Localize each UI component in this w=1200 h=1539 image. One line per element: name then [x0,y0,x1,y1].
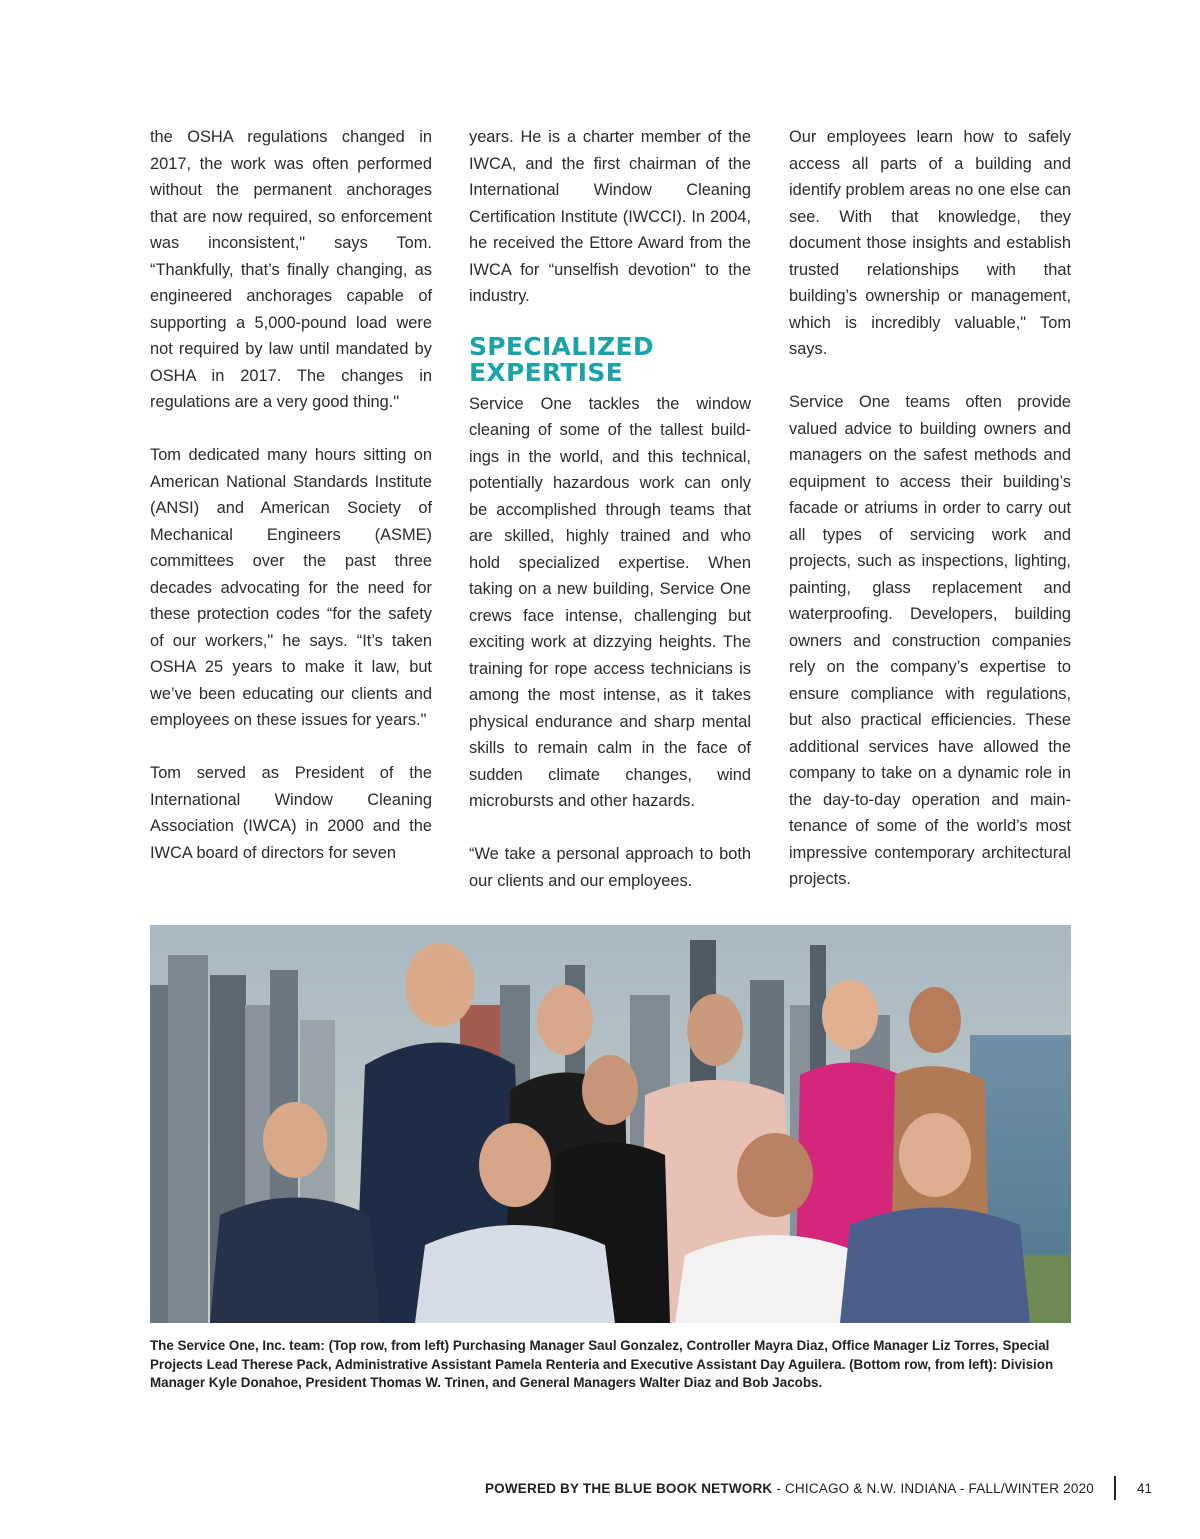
section-heading [469,331,751,387]
paragraph: years. He is a charter member of the IWCA, and the first chairman of the International Window Cleaning Certification Institute (IWCCI). In 2004, he received the Ettore Award from the IWCA for “unselfish devotion" to the industry. [469,128,751,305]
photo-caption: The Service One, Inc. team: (Top row, from left) Purchasing Manager Saul Gonzalez, Controller Mayra Diaz, Office Manager Liz Torres, Special Projects Lead Therese Pack, Administrative Assistant Pamela Renteria and Executive Assistant Day Aguilera. (Bottom row, from left): Division Manager Kyle Donahoe, President Thomas W. Trinen, and General Managers Walter Diaz and Bob Jacobs. [150,1338,1054,1390]
paragraph: Service One tackles the window cleaning of some of the tallest buildings in the world, and this technical, potentially hazardous work can only be accomplished through teams that are skilled, highly trained and who hold specialized expertise. When taking on a new building, Service One crews face intense, challenging but exciting work at dizzying heights. The training for rope access technicians is among the most intense, as it takes physical endurance and sharp mental skills to remain calm in the face of sudden climate changes, wind microbursts and other hazards. [469,394,751,810]
heading-line: SPECIALIZED [469,331,654,361]
footer-edition: - CHICAGO & N.W. INDIANA - FALL/WINTER 2020 [772,1481,1094,1496]
paragraph: “We take a personal approach to both our clients and our employees. [469,845,751,890]
paragraph: Tom dedicated many hours sitting on American National Standards Institute (ANSI) and American Society of Mechanical Engineers (ASME) committees over the past three decades advocating for the need for these protection codes “for the safety of our workers," he says. “It’s taken OSHA 25 years to make it law, but we’ve been educating our clients and employees on these issues for years." [150,446,432,729]
footer-network: POWERED BY THE BLUE BOOK NETWORK [484,1481,773,1496]
footer-divider [1114,1476,1116,1500]
paragraph: Our employees learn how to safely access all parts of a building and identify problem areas no one else can see. With that knowledge, they document those insights and establish trusted relationships with that building’s ownership or management, which is incredibly valuable," Tom says. [789,128,1071,358]
paragraph: Tom served as President of the International Window Cleaning Association (IWCA) in 2000 and the IWCA board of directors for seven [150,764,432,862]
page-footer [485,1478,1094,1500]
team-photo [150,925,1071,1323]
paragraph: Service One teams often provide valued advice to building owners and managers on the safest methods and equipment to access their building’s facade or atriums in order to carry out all types of servicing work and projects, such as inspections, lighting, painting, glass replacement and waterproofing. Developers, building owners and construction companies rely on the company’s expertise to ensure compliance with regulations, but also practical efficiencies. These additional services have allowed the company to take on a dynamic role in the day-to-day operation and maintenance of some of the world’s most impressive contemporary architectural projects. [789,393,1071,888]
article-column-2 [469,124,751,894]
article-column-1 [150,124,432,866]
page-number: 41 [1137,1481,1153,1496]
heading-line: EXPERTISE [469,357,624,387]
paragraph: the OSHA regulations changed in 2017, the work was often performed without the permanent anchorages that are now required, so enforcement was inconsistent," says Tom. “Thankfully, that’s finally changing, as engineered anchorages capable of supporting a 5,000-pound load were not required by law until mandated by OSHA in 2017. The changes in regulations are a very good thing." [150,128,432,411]
article-column-3 [789,124,1071,893]
